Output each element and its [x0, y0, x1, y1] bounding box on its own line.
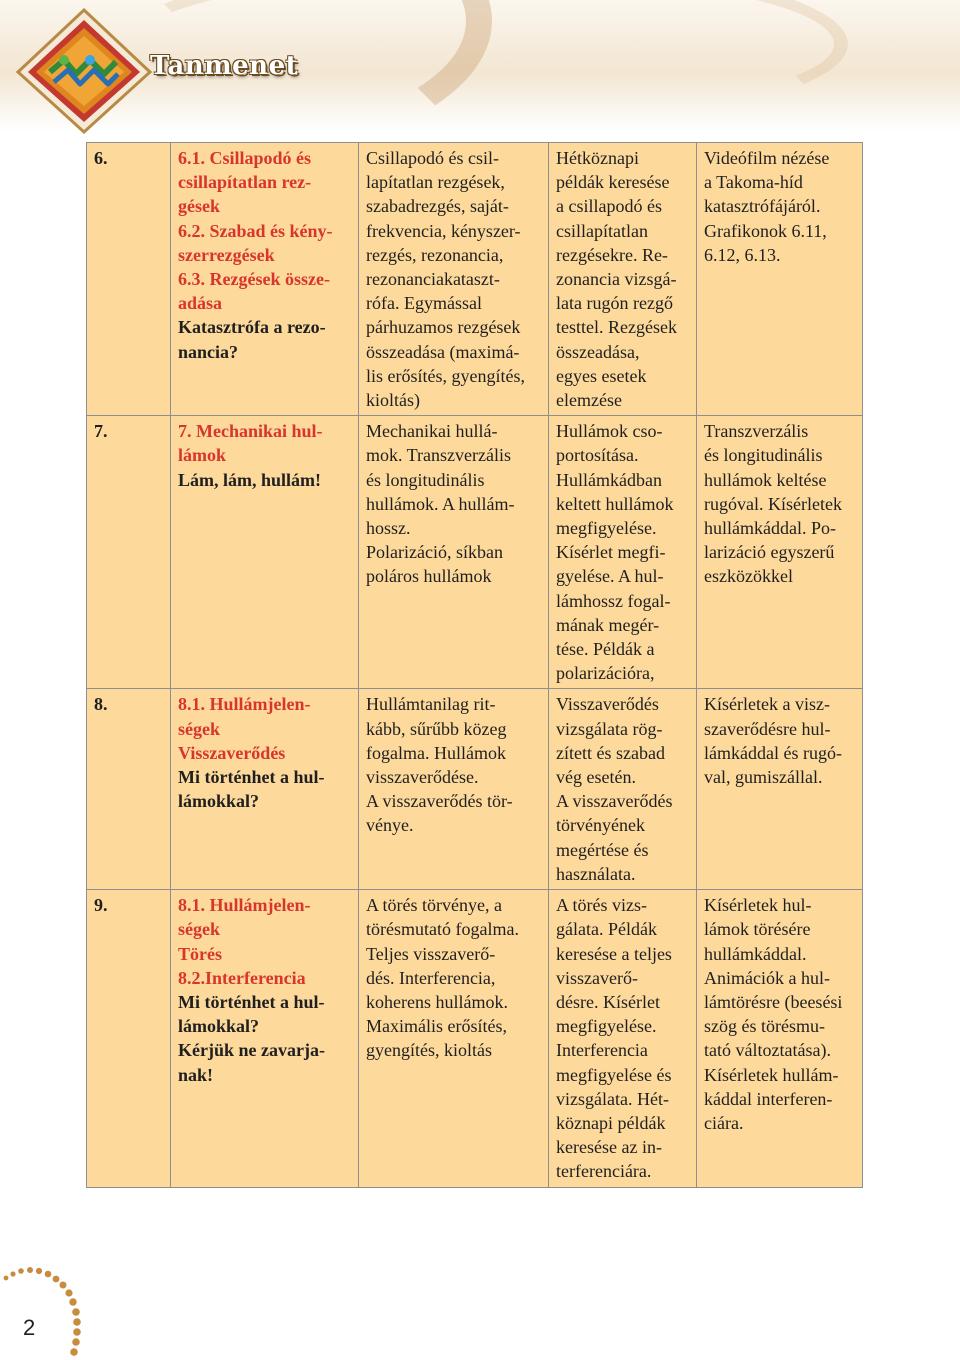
topic-line: lámokkal?: [178, 1016, 260, 1037]
demos-line: Kísérletek hul-: [704, 895, 812, 916]
activities-line: tése. Példák a: [556, 639, 655, 660]
activities-line: A visszaverődés: [556, 791, 673, 812]
demos-line: rugóval. Kísérletek: [704, 493, 842, 514]
activities-line: egyes esetek: [556, 365, 647, 386]
demos-line: lámok törésére: [704, 919, 811, 940]
page-title: Tanmenet: [150, 51, 299, 81]
demos-line: hullámkáddal.: [704, 943, 807, 964]
content-line: rófa. Egymással: [366, 293, 482, 314]
demos-cell: [697, 890, 863, 1187]
demos-line: val, gumiszállal.: [704, 767, 823, 788]
activities-line: visszaverő-: [556, 967, 638, 988]
content-line: Polarizáció, síkban: [366, 542, 503, 563]
topic-line: Katasztrófa a rezo-: [178, 317, 326, 338]
demos-line: hullámkáddal. Po-: [704, 518, 836, 539]
lesson-topic-cell: [171, 143, 359, 416]
topic-line: 6.2. Szabad és kény-: [178, 220, 333, 241]
activities-line: Interferencia: [556, 1040, 648, 1061]
content-line: összeadása (maximá-: [366, 341, 520, 362]
content-line: kioltás): [366, 390, 420, 411]
content-line: Mechanikai hullá-: [366, 421, 498, 442]
topic-line: ségek: [178, 718, 220, 739]
content-line: fogalma. Hullámok: [366, 742, 506, 763]
content-line: párhuzamos rezgések: [366, 317, 521, 338]
activities-line: megfigyelése és: [556, 1064, 672, 1085]
activities-line: példák keresése: [556, 172, 670, 193]
topic-line: Törés: [178, 943, 222, 964]
activities-line: testtel. Rezgések: [556, 317, 677, 338]
activities-line: portosítása.: [556, 445, 639, 466]
activities-line: csillapítatlan: [556, 220, 648, 241]
activities-line: A törés vizs-: [556, 895, 647, 916]
topic-line: 8.1. Hullámjelen-: [178, 694, 311, 715]
activities-line: gyelése. A hul-: [556, 566, 664, 587]
demos-line: 6.12, 6.13.: [704, 244, 781, 265]
activities-line: keresése a teljes: [556, 943, 672, 964]
content-line: A visszaverődés tör-: [366, 791, 513, 812]
demos-line: káddal interferen-: [704, 1088, 833, 1109]
activities-line: Hullámkádban: [556, 469, 662, 490]
topic-line: 6.1. Csillapodó és: [178, 148, 312, 168]
lesson-number-cell: 6.: [87, 143, 171, 416]
activities-line: vizsgálata. Hét-: [556, 1088, 669, 1109]
demos-line: szaverődésre hul-: [704, 718, 831, 739]
demos-line: és longitudinális: [704, 445, 823, 466]
topic-line: lámokkal?: [178, 791, 260, 812]
table-row: [87, 689, 863, 890]
activities-line: Hullámok cso-: [556, 421, 663, 442]
content-cell: [359, 890, 549, 1187]
lesson-topic-cell: [171, 890, 359, 1187]
content-line: hossz.: [366, 518, 411, 539]
topic-line: adása: [178, 293, 223, 314]
activities-line: gálata. Példák: [556, 919, 657, 940]
activities-line: zonancia vizsgá-: [556, 269, 677, 290]
content-cell: [359, 143, 549, 416]
content-line: és longitudinális: [366, 469, 485, 490]
activities-line: Visszaverődés: [556, 694, 659, 715]
topic-line: Mi történhet a hul-: [178, 767, 325, 788]
activities-line: vizsgálata rög-: [556, 718, 663, 739]
activities-line: Hétköznapi: [556, 148, 639, 168]
activities-line: köznapi példák: [556, 1112, 666, 1133]
topic-line: szerrezgések: [178, 244, 275, 265]
activities-line: keltett hullámok: [556, 493, 674, 514]
content-line: kább, sűrűbb közeg: [366, 718, 507, 739]
diamond-logo-icon: [14, 6, 154, 134]
topic-line: 8.1. Hullámjelen-: [178, 895, 311, 916]
activities-cell: [549, 416, 697, 689]
content-line: visszaverődése.: [366, 767, 479, 788]
content-cell: [359, 689, 549, 890]
activities-line: lata rugón rezgő: [556, 293, 673, 314]
content-line: mok. Transzverzális: [366, 445, 511, 466]
page-number: 2: [23, 1315, 36, 1340]
activities-line: megfigyelése.: [556, 1016, 657, 1037]
content-line: A törés törvénye, a: [366, 895, 502, 916]
content-line: törésmutató fogalma.: [366, 919, 519, 940]
demos-line: szög és törésmu-: [704, 1016, 825, 1037]
lesson-number-cell: 9.: [87, 890, 171, 1187]
content-line: vénye.: [366, 815, 414, 836]
activities-line: terferenciára.: [556, 1161, 652, 1182]
activities-cell: [549, 890, 697, 1187]
topic-line: Mi történhet a hul-: [178, 991, 325, 1012]
table-row: [87, 143, 863, 416]
content-line: hullámok. A hullám-: [366, 493, 515, 514]
activities-line: megfigyelése.: [556, 518, 657, 539]
lesson-topic-cell: [171, 689, 359, 890]
activities-line: a csillapodó és: [556, 196, 662, 217]
demos-line: eszközökkel: [704, 566, 793, 587]
content-line: Csillapodó és csil-: [366, 148, 499, 168]
content-line: lapítatlan rezgések,: [366, 172, 505, 193]
topic-line: Kérjük ne zavarja-: [178, 1040, 325, 1061]
content-line: Hullámtanilag rit-: [366, 694, 496, 715]
topic-line: gések: [178, 196, 220, 217]
content-line: Maximális erősítés,: [366, 1016, 507, 1037]
topic-line: ségek: [178, 919, 220, 940]
activities-line: mának megér-: [556, 614, 660, 635]
content-line: frekvencia, kényszer-: [366, 220, 521, 241]
activities-cell: [549, 689, 697, 890]
demos-line: hullámok keltése: [704, 469, 827, 490]
topic-line: 7. Mechanikai hul-: [178, 421, 323, 442]
activities-line: összeadása,: [556, 341, 640, 362]
content-line: Teljes visszaverő-: [366, 943, 496, 964]
demos-line: Kísérletek a visz-: [704, 694, 830, 715]
demos-line: Animációk a hul-: [704, 967, 830, 988]
content-cell: [359, 416, 549, 689]
demos-line: Grafikonok 6.11,: [704, 220, 827, 241]
topic-line: csillapítatlan rez-: [178, 172, 312, 193]
demos-cell: [697, 689, 863, 890]
activities-line: törvényének: [556, 815, 645, 836]
topic-line: 8.2.Interferencia: [178, 967, 306, 988]
activities-line: désre. Kísérlet: [556, 991, 660, 1012]
activities-line: keresése az in-: [556, 1137, 662, 1158]
demos-line: Kísérletek hullám-: [704, 1064, 839, 1085]
content-line: rezgés, rezonancia,: [366, 244, 504, 265]
demos-line: larizáció egyszerű: [704, 542, 835, 563]
table-row: [87, 890, 863, 1187]
topic-line: Visszaverődés: [178, 742, 286, 763]
content-line: rezonanciakataszt-: [366, 269, 500, 290]
activities-line: használata.: [556, 863, 636, 884]
demos-line: Videófilm nézése: [704, 148, 830, 168]
topic-line: nak!: [178, 1064, 214, 1085]
topic-line: nancia?: [178, 341, 239, 362]
topic-line: Lám, lám, hullám!: [178, 469, 322, 490]
activities-line: megértése és: [556, 839, 649, 860]
content-line: szabadrezgés, saját-: [366, 196, 509, 217]
activities-line: polarizációra,: [556, 663, 655, 684]
activities-line: rezgésekre. Re-: [556, 244, 668, 265]
demos-line: lámkáddal és rugó-: [704, 742, 842, 763]
activities-line: zített és szabad: [556, 742, 665, 763]
demos-line: a Takoma-híd: [704, 172, 803, 193]
table-row: [87, 416, 863, 689]
demos-cell: [697, 416, 863, 689]
page-corner-dots-decoration: [0, 1262, 100, 1360]
activities-line: Kísérlet megfi-: [556, 542, 666, 563]
curriculum-table: [86, 142, 863, 1188]
topic-line: 6.3. Rezgések össze-: [178, 269, 330, 290]
content-line: dés. Interferencia,: [366, 967, 496, 988]
lesson-number-cell: 7.: [87, 416, 171, 689]
content-line: lis erősítés, gyengítés,: [366, 365, 525, 386]
activities-line: vég esetén.: [556, 767, 636, 788]
activities-line: lámhossz fogal-: [556, 590, 671, 611]
activities-line: elemzése: [556, 390, 622, 411]
demos-line: lámtörésre (beesési: [704, 991, 843, 1012]
content-line: gyengítés, kioltás: [366, 1040, 492, 1061]
topic-line: lámok: [178, 445, 227, 466]
content-line: koherens hullámok.: [366, 991, 508, 1012]
content-line: poláros hullámok: [366, 566, 492, 587]
demos-line: katasztrófájáról.: [704, 196, 821, 217]
lesson-number-cell: 8.: [87, 689, 171, 890]
demos-line: ciára.: [704, 1112, 744, 1133]
lesson-topic-cell: [171, 416, 359, 689]
demos-line: tató változtatása).: [704, 1040, 831, 1061]
demos-line: Transzverzális: [704, 421, 809, 442]
demos-cell: [697, 143, 863, 416]
activities-cell: [549, 143, 697, 416]
